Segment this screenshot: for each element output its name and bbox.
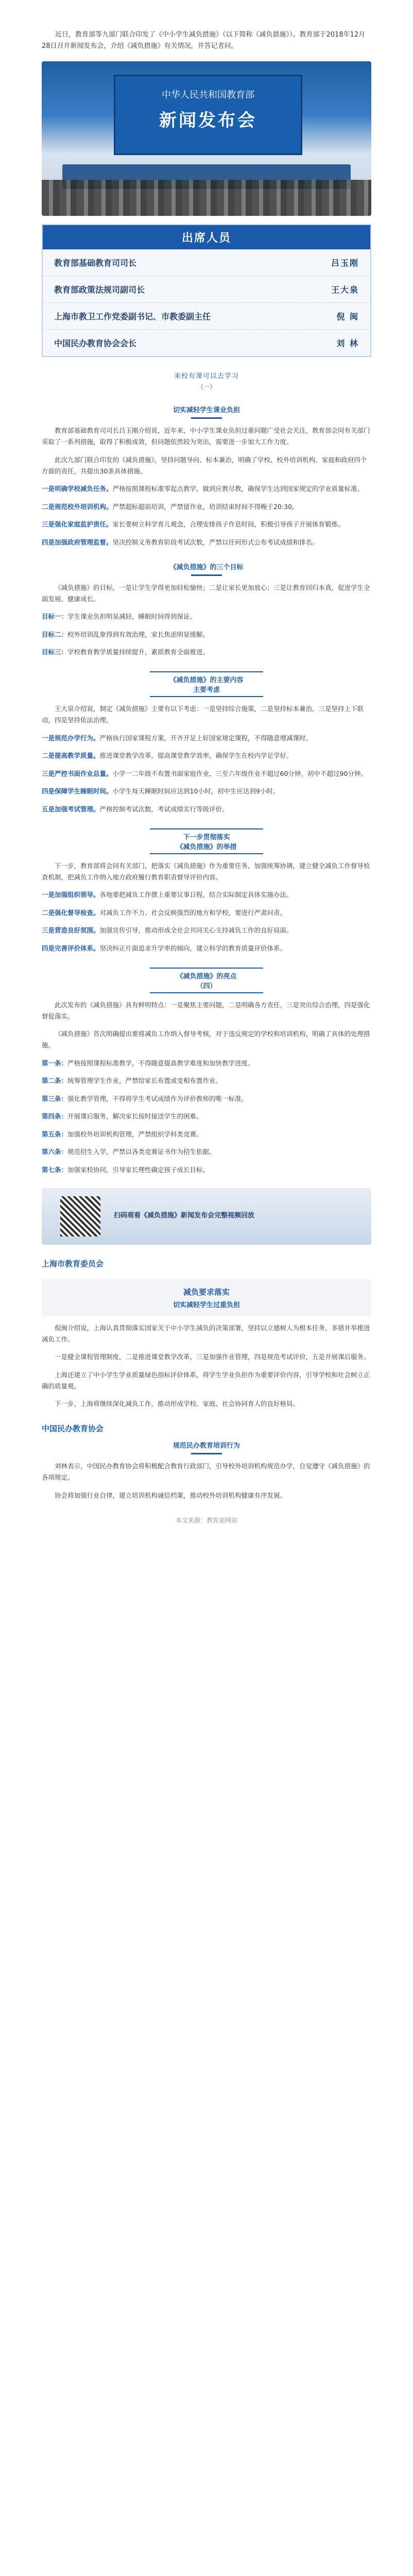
point-label: 第一条： bbox=[42, 1059, 68, 1067]
point-label: 三是营造良好氛围。 bbox=[42, 926, 100, 934]
point-text: 规范招生入学，严禁以各类竞赛证书作为招生依据。 bbox=[67, 1148, 216, 1156]
speaker-role: 中国民办教育协会会长 bbox=[54, 338, 137, 348]
point-text: 推进课堂教学改革，提高课堂教学效率，确保学生在校内学足学好。 bbox=[99, 752, 293, 759]
card-subheading: 切实减轻学生过重负担 bbox=[173, 1301, 240, 1309]
point-item bbox=[42, 629, 371, 640]
point-item bbox=[42, 519, 371, 530]
point-item bbox=[42, 768, 371, 779]
chapter-title-text: 规范民办教育培训行为 bbox=[173, 1442, 240, 1450]
point-item bbox=[42, 786, 371, 797]
chapter-title bbox=[42, 1440, 371, 1454]
point-text: 强化教学管理，不得将学生考试成绩作为评价教师的唯一标准。 bbox=[67, 1094, 248, 1103]
point-item bbox=[42, 750, 371, 761]
speaker-row bbox=[43, 330, 370, 356]
chapter-subtitle: 主要考虑 bbox=[193, 686, 220, 694]
point-item bbox=[42, 943, 371, 954]
paragraph: 下一步，上海将继续深化减负工作，推动形成学校、家庭、社会协同育人的良好格局。 bbox=[55, 1400, 300, 1408]
speaker-role: 上海市教卫工作党委副书记、市教委副主任 bbox=[54, 312, 211, 321]
chapter-title-text: 《减负措施》的三个目标 bbox=[169, 563, 244, 571]
paragraph: 此次发布的《减负措施》具有鲜明特点：一是聚焦主要问题，二是明确各方责任，三是突出综合治理，四是强化督促落实。 bbox=[42, 1001, 370, 1020]
chapter-subtitle: 《减负措施》的举措 bbox=[176, 843, 237, 851]
point-text: 坚决纠正片面追求升学率的倾向，建立科学的教育质量评价体系。 bbox=[99, 944, 287, 952]
point-label: 第七条： bbox=[42, 1165, 68, 1174]
point-label: 第三条： bbox=[42, 1094, 68, 1103]
point-text: 校外培训乱象得到有效治理，家长焦虑明显缓解。 bbox=[67, 630, 210, 638]
point-label: 一是规范办学行为。 bbox=[42, 734, 100, 742]
paragraph: 此次九部门联合印发的《减负措施》，坚持问题导向、标本兼治，明确了学校、校外培训机构、家庭和政府四个方面的责任，共提出30条具体措施。 bbox=[42, 455, 367, 475]
chapter-5 bbox=[42, 968, 371, 1176]
article-body bbox=[42, 7, 371, 1524]
backdrop-banner bbox=[114, 75, 302, 155]
point-item bbox=[42, 1058, 371, 1069]
speakers-box bbox=[42, 224, 371, 357]
point-text: 各地要把减负工作摆上重要议事日程，结合实际制定具体实施办法。 bbox=[99, 891, 293, 899]
chapter-title bbox=[150, 671, 263, 697]
paragraph: 刘林表示，中国民办教育协会将积极配合教育行政部门，引导校外培训机构规范办学，自觉遵守《减负措施》的各项规定。 bbox=[42, 1462, 370, 1481]
point-text: 加强校外培训机构管理，严禁组织学科类竞赛。 bbox=[67, 1130, 203, 1138]
chapter-title bbox=[42, 562, 371, 576]
point-item bbox=[42, 501, 371, 513]
point-text: 小学一二年级不布置书面家庭作业，三至六年级作业不超过60分钟，初中不超过90分钟。 bbox=[112, 769, 367, 777]
point-label: 五是加强考试管理。 bbox=[42, 805, 100, 813]
point-label: 目标二： bbox=[42, 630, 68, 638]
point-text: 坚决控制义务教育阶段考试次数，严禁以任何形式公布考试成绩和排名。 bbox=[112, 538, 319, 546]
chapter-title bbox=[42, 404, 371, 419]
point-text: 严格执行国家课程方案，开齐开足上好国家规定课程，不得随意增减课时。 bbox=[99, 734, 313, 742]
intro-paragraph: 近日，教育部等九部门联合印发了《中小学生减负措施》（以下简称《减负措施》）。教育部于2018年12月28日召开新闻发布会，介绍《减负措施》有关情况，并答记者问。 bbox=[42, 31, 366, 50]
point-label: 四是加强政府管理监督。 bbox=[42, 538, 113, 546]
point-label: 一是加强组织领导。 bbox=[42, 891, 100, 899]
point-item bbox=[42, 907, 371, 919]
point-item bbox=[42, 1164, 371, 1176]
qr-code-icon bbox=[60, 1196, 100, 1236]
chapter-2 bbox=[42, 562, 371, 658]
point-text: 严格按照课程标准零起点教学，做到应教尽教，确保学生达到国家规定的学业质量标准。 bbox=[112, 485, 364, 493]
point-item bbox=[42, 647, 371, 658]
video-banner[interactable] bbox=[42, 1188, 371, 1245]
point-item bbox=[42, 733, 371, 744]
speaker-name: 吕玉刚 bbox=[331, 258, 359, 268]
paragraph: 《减负措施》的目标，一是让学生学得更加轻松愉快；二是让家长更加放心；三是让教育回归本真，促进学生全面发展、健康成长。 bbox=[42, 583, 370, 603]
speaker-row bbox=[43, 249, 370, 276]
point-item bbox=[42, 925, 371, 936]
point-item bbox=[42, 611, 371, 622]
point-item bbox=[42, 1146, 371, 1158]
point-text: 对减负工作不力、社会反映强烈的地方和学校，要进行严肃问责。 bbox=[99, 908, 287, 917]
paragraph: 教育部基础教育司司长吕玉刚介绍说，近年来，中小学生课业负担过重问题广受社会关注，教育部会同有关部门采取了一系列措施，取得了积极成效，但问题依然较为突出，需要进一步加大工作力度。 bbox=[42, 427, 370, 446]
speakers-heading: 出席人员 bbox=[43, 225, 370, 249]
chapter-title-text: 《减负措施》的亮点 bbox=[176, 972, 237, 980]
speaker-name: 王大泉 bbox=[331, 285, 359, 295]
speaker-row bbox=[43, 276, 370, 303]
point-item bbox=[42, 483, 371, 495]
point-item bbox=[42, 537, 371, 548]
chapter-1 bbox=[42, 404, 371, 548]
backdrop-title: 中华人民共和国教育部 bbox=[162, 90, 254, 100]
point-label: 第五条： bbox=[42, 1130, 68, 1138]
speaker-name: 倪 闽 bbox=[336, 312, 359, 321]
point-text: 家长要树立科学育儿观念，合理安排孩子作息时间，积极引导孩子开展体育锻炼。 bbox=[112, 520, 345, 528]
speaker-row bbox=[43, 303, 370, 330]
footer-source: 本文来源：教育部网站 bbox=[175, 1516, 237, 1524]
title-underline bbox=[191, 574, 222, 576]
chapter-title bbox=[150, 968, 263, 993]
point-label: 第四条： bbox=[42, 1112, 68, 1120]
chapter-3 bbox=[42, 671, 371, 815]
paragraph: 上海还建立了中小学生学业质量绿色指标评价体系，将学生学业负担作为重要评价内容，引导学校和社会树立正确的质量观。 bbox=[42, 1370, 370, 1390]
card-heading: 减负要求落实 bbox=[183, 1287, 230, 1297]
point-label: 目标一： bbox=[42, 613, 68, 620]
section-kicker: 来校有课可以去学习 bbox=[174, 372, 239, 380]
point-label: 四是完善评价体系。 bbox=[42, 944, 100, 952]
point-label: 目标三： bbox=[42, 648, 68, 656]
point-text: 开展课后服务，解决家长按时接送学生的困难。 bbox=[67, 1112, 203, 1120]
paragraph: 《减负措施》首次明确提出要将减负工作纳入督导考核，对于违反规定的学校和培训机构，明确了具体的处理措施。 bbox=[42, 1030, 370, 1049]
speaker-name: 刘 林 bbox=[336, 338, 359, 348]
point-item bbox=[42, 1093, 371, 1105]
point-text: 加强家校协同，引导家长理性确定孩子成长目标。 bbox=[67, 1165, 210, 1174]
press-conference-photo bbox=[42, 61, 371, 216]
point-label: 一是明确学校减负任务。 bbox=[42, 485, 113, 493]
paragraph: 倪闽介绍说，上海认真贯彻落实国家关于中小学生减负的决策部署，坚持以立德树人为根本任务，多措并举推进减负工作。 bbox=[42, 1324, 370, 1343]
point-item bbox=[42, 889, 371, 901]
point-label: 第六条： bbox=[42, 1148, 68, 1156]
point-text: 学校教育教学质量持续提升，素质教育全面推进。 bbox=[67, 648, 210, 656]
paragraph: 王大泉介绍说，制定《减负措施》主要有以下考虑：一是坚持综合施策，二是坚持标本兼治，三是坚持上下联动，四是坚持依法治理。 bbox=[42, 705, 364, 724]
chapter-title bbox=[150, 828, 263, 854]
chapter-title-text: 下一步贯彻落实 bbox=[183, 833, 230, 841]
backdrop-subtitle: 新闻发布会 bbox=[159, 110, 257, 131]
point-label: 三是严控书面作业总量。 bbox=[42, 769, 113, 777]
chapter-subtitle: （四） bbox=[196, 982, 217, 990]
point-text: 小学生每天睡眠时间应达到10小时，初中生应达到9小时。 bbox=[112, 787, 280, 795]
point-label: 第二条： bbox=[42, 1077, 68, 1084]
point-label: 四是保障学生睡眠时间。 bbox=[42, 787, 113, 795]
chapter-title-text: 《减负措施》的主要内容 bbox=[169, 676, 244, 684]
highlight-card bbox=[42, 1279, 371, 1316]
chapter-6 bbox=[42, 1258, 371, 1410]
point-text: 严禁超标超前培训，严禁留作业，培训结束时间不得晚于20:30。 bbox=[112, 502, 299, 511]
point-item bbox=[42, 1075, 371, 1087]
point-label: 三是强化家庭监护责任。 bbox=[42, 520, 113, 528]
paragraph: 下一步，教育部将会同有关部门，把落实《减负措施》作为重要任务，加强统筹协调，建立健全减负工作督导检查机制，把减负工作纳入地方政府履行教育职责督导评价内容。 bbox=[42, 861, 370, 881]
point-text: 严格按照课程标准教学，不得随意提高教学难度和加快教学进度。 bbox=[67, 1059, 254, 1067]
paragraph: 一是健全课程管理制度，二是推进课堂教学改革，三是加强作业管理，四是规范考试评价，五是开展课后服务。 bbox=[55, 1353, 370, 1361]
point-label: 二是提高教学质量。 bbox=[42, 752, 100, 759]
chapter-7 bbox=[42, 1423, 371, 1501]
point-item bbox=[42, 1111, 371, 1122]
point-text: 学生课业负担明显减轻，睡眠时间得到保证。 bbox=[67, 613, 197, 620]
title-underline bbox=[191, 417, 222, 419]
point-item bbox=[42, 804, 371, 815]
point-label: 二是强化督导检查。 bbox=[42, 908, 100, 917]
org-heading: 中国民办教育协会 bbox=[42, 1424, 104, 1433]
point-label: 二是规范校外培训机构。 bbox=[42, 502, 113, 511]
speaker-role: 教育部基础教育司司长 bbox=[54, 258, 137, 268]
banner-caption: 扫码观看《减负措施》新闻发布会完整视频回放 bbox=[114, 1211, 255, 1219]
speaker-role: 教育部政策法规司副司长 bbox=[54, 285, 145, 295]
chapter-4 bbox=[42, 828, 371, 954]
section-sub: （一） bbox=[197, 383, 216, 391]
point-text: 严格控制考试次数，考试成绩实行等级评价。 bbox=[99, 805, 229, 813]
point-item bbox=[42, 1129, 371, 1140]
point-text: 统筹管理学生作业，严禁给家长布置或变相布置作业。 bbox=[67, 1077, 222, 1084]
audience bbox=[42, 180, 371, 216]
paragraph: 协会将加强行业自律，建立培训机构诚信档案，推动校外培训机构健康有序发展。 bbox=[55, 1491, 287, 1499]
section-title-block bbox=[42, 370, 371, 391]
title-underline bbox=[191, 1453, 222, 1454]
org-heading: 上海市教育委员会 bbox=[42, 1259, 104, 1268]
point-text: 加强宣传引导，推动形成全社会共同关心支持减负工作的良好局面。 bbox=[99, 926, 293, 934]
chapter-title-text: 切实减轻学生课业负担 bbox=[173, 406, 240, 414]
